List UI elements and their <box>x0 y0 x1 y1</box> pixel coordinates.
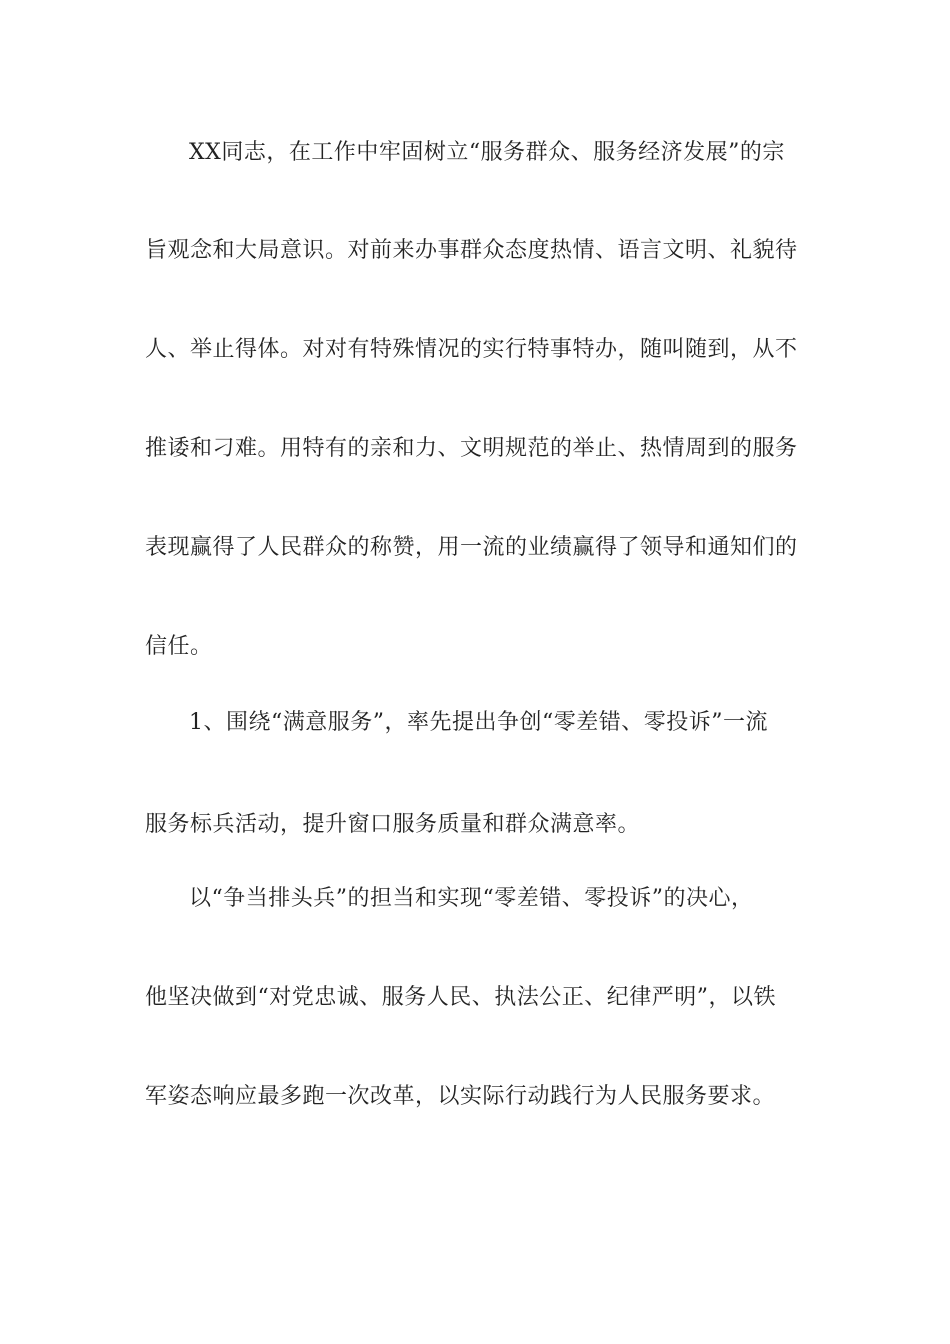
paragraph-2-line-2: 服务标兵活动，提升窗口服务质量和群众满意率。 <box>145 812 641 837</box>
paragraph-1-line-6: 信任。 <box>145 634 213 659</box>
paragraph-1-line-5: 表现赢得了人民群众的称赞，用一流的业绩赢得了领导和通知们的 <box>145 535 798 560</box>
paragraph-1-line-3: 人、举止得体。对对有特殊情况的实行特事特办，随叫随到，从不 <box>145 337 798 362</box>
paragraph-3-line-3: 军姿态响应最多跑一次改革，以实际行动践行为人民服务要求。 <box>145 1084 776 1109</box>
paragraph-3-line-2: 他坚决做到“对党忠诚、服务人民、执法公正、纪律严明”，以铁 <box>145 985 776 1010</box>
paragraph-2-line-1: 1、围绕“满意服务”，率先提出争创“零差错、零投诉”一流 <box>189 710 768 735</box>
paragraph-1-line-1: XX同志，在工作中牢固树立“服务群众、服务经济发展”的宗 <box>189 140 785 165</box>
paragraph-1-line-2: 旨观念和大局意识。对前来办事群众态度热情、语言文明、礼貌待 <box>145 238 798 263</box>
paragraph-3-line-1: 以“争当排头兵”的担当和实现“零差错、零投诉”的决心， <box>189 886 754 911</box>
paragraph-1-line-4: 推诿和刁难。用特有的亲和力、文明规范的举止、热情周到的服务 <box>145 436 798 461</box>
